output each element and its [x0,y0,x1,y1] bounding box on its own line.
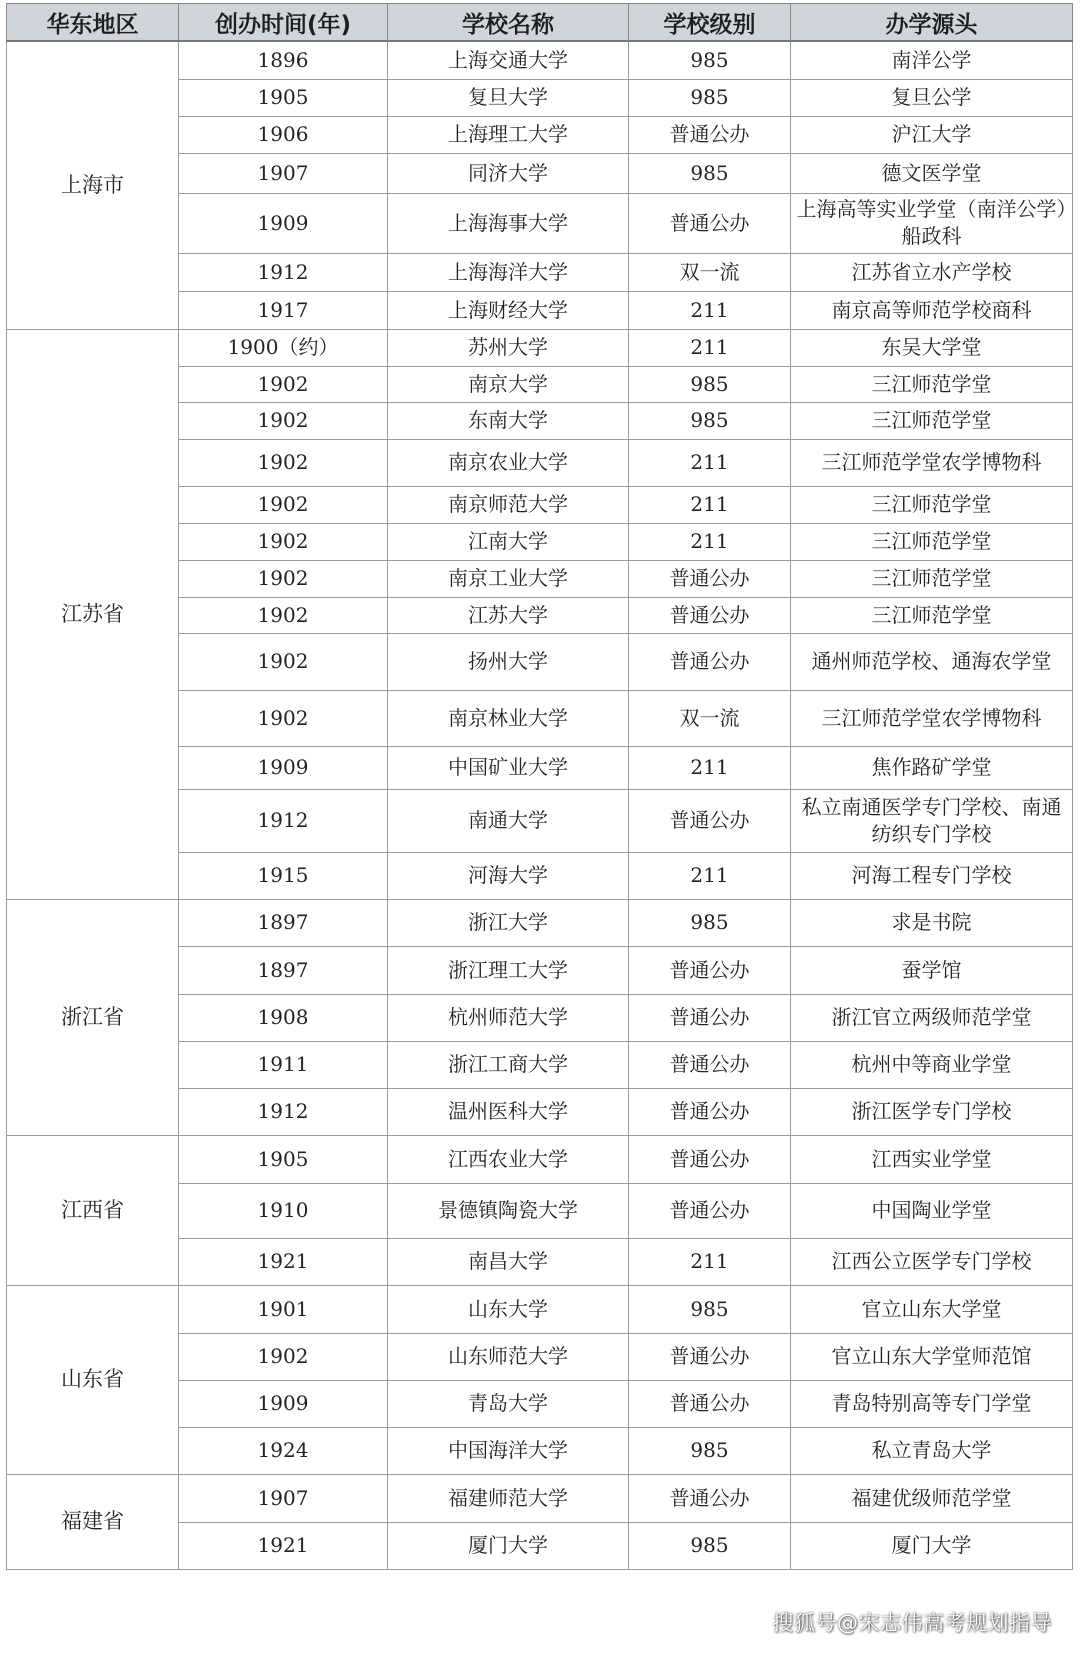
year-cell: 1902 [179,486,388,523]
year-cell: 1909 [179,193,388,253]
origin-cell: 东吴大学堂 [791,329,1073,366]
school-level-cell: 普通公办 [629,633,791,690]
universities-table [6,3,1073,1570]
school-level-cell: 普通公办 [629,1135,791,1183]
year-cell: 1912 [179,789,388,852]
origin-cell: 三江师范学堂 [791,486,1073,523]
year-cell: 1897 [179,899,388,946]
school-name-cell: 上海理工大学 [388,116,629,153]
year-cell: 1902 [179,523,388,560]
school-name-cell: 东南大学 [388,402,629,439]
school-name-cell: 复旦大学 [388,79,629,116]
year-cell: 1897 [179,946,388,994]
year-cell: 1902 [179,439,388,486]
origin-cell: 通州师范学校、通海农学堂 [791,633,1073,690]
year-cell: 1902 [179,560,388,597]
school-level-cell: 985 [629,153,791,193]
year-cell: 1912 [179,1088,388,1135]
school-name-cell: 上海海事大学 [388,193,629,253]
region-cell: 浙江省 [7,899,179,1135]
school-level-cell: 普通公办 [629,994,791,1041]
origin-cell: 浙江官立两级师范学堂 [791,994,1073,1041]
school-name-cell: 福建师范大学 [388,1474,629,1522]
school-level-cell: 211 [629,746,791,789]
school-name-cell: 南京工业大学 [388,560,629,597]
school-name-cell: 南京师范大学 [388,486,629,523]
origin-cell: 蚕学馆 [791,946,1073,994]
school-name-cell: 江苏大学 [388,597,629,633]
school-level-cell: 985 [629,79,791,116]
table-container [6,3,1073,1570]
school-level-cell: 211 [629,486,791,523]
school-level-cell: 普通公办 [629,1333,791,1380]
school-level-cell: 985 [629,1285,791,1333]
header-school-level: 学校级别 [629,4,791,42]
origin-cell: 上海高等实业学堂（南洋公学）船政科 [791,193,1073,253]
origin-cell: 厦门大学 [791,1522,1073,1569]
region-cell: 江西省 [7,1135,179,1285]
origin-cell: 江西公立医学专门学校 [791,1238,1073,1285]
origin-cell: 南京高等师范学校商科 [791,291,1073,329]
region-cell: 江苏省 [7,329,179,899]
origin-cell: 南洋公学 [791,41,1073,79]
school-name-cell: 南京农业大学 [388,439,629,486]
origin-cell: 福建优级师范学堂 [791,1474,1073,1522]
table-row [7,329,1073,366]
year-cell: 1921 [179,1238,388,1285]
year-cell: 1902 [179,597,388,633]
school-level-cell: 211 [629,852,791,899]
school-name-cell: 苏州大学 [388,329,629,366]
year-cell: 1896 [179,41,388,79]
school-name-cell: 扬州大学 [388,633,629,690]
region-cell: 山东省 [7,1285,179,1474]
header-origin: 办学源头 [791,4,1073,42]
school-level-cell: 普通公办 [629,1183,791,1238]
origin-cell: 江苏省立水产学校 [791,253,1073,291]
year-cell: 1902 [179,690,388,746]
origin-cell: 河海工程专门学校 [791,852,1073,899]
school-level-cell: 普通公办 [629,1474,791,1522]
school-name-cell: 杭州师范大学 [388,994,629,1041]
origin-cell: 德文医学堂 [791,153,1073,193]
origin-cell: 私立青岛大学 [791,1427,1073,1474]
table-row [7,1135,1073,1183]
school-level-cell: 985 [629,1522,791,1569]
origin-cell: 浙江医学专门学校 [791,1088,1073,1135]
origin-cell: 复旦公学 [791,79,1073,116]
year-cell: 1909 [179,746,388,789]
school-name-cell: 山东大学 [388,1285,629,1333]
school-level-cell: 985 [629,41,791,79]
origin-cell: 三江师范学堂 [791,560,1073,597]
school-name-cell: 浙江大学 [388,899,629,946]
school-name-cell: 南京林业大学 [388,690,629,746]
year-cell: 1924 [179,1427,388,1474]
header-region: 华东地区 [7,4,179,42]
year-cell: 1902 [179,402,388,439]
school-name-cell: 上海交通大学 [388,41,629,79]
year-cell: 1915 [179,852,388,899]
school-level-cell: 985 [629,402,791,439]
school-name-cell: 景德镇陶瓷大学 [388,1183,629,1238]
origin-cell: 三江师范学堂 [791,523,1073,560]
origin-cell: 中国陶业学堂 [791,1183,1073,1238]
school-name-cell: 江西农业大学 [388,1135,629,1183]
table-body [7,41,1073,1569]
school-level-cell: 普通公办 [629,116,791,153]
origin-cell: 江西实业学堂 [791,1135,1073,1183]
header-school-name: 学校名称 [388,4,629,42]
year-cell: 1911 [179,1041,388,1088]
school-level-cell: 211 [629,329,791,366]
school-name-cell: 浙江工商大学 [388,1041,629,1088]
year-cell: 1905 [179,79,388,116]
school-name-cell: 中国矿业大学 [388,746,629,789]
table-row [7,41,1073,79]
year-cell: 1907 [179,153,388,193]
school-level-cell: 普通公办 [629,789,791,852]
header-year: 创办时间(年) [179,4,388,42]
school-level-cell: 普通公办 [629,560,791,597]
year-cell: 1921 [179,1522,388,1569]
origin-cell: 沪江大学 [791,116,1073,153]
origin-cell: 杭州中等商业学堂 [791,1041,1073,1088]
year-cell: 1917 [179,291,388,329]
school-level-cell: 普通公办 [629,193,791,253]
header-row [7,4,1073,42]
school-name-cell: 青岛大学 [388,1380,629,1427]
school-level-cell: 双一流 [629,690,791,746]
year-cell: 1908 [179,994,388,1041]
school-name-cell: 河海大学 [388,852,629,899]
origin-cell: 私立南通医学专门学校、南通纺织专门学校 [791,789,1073,852]
table-row [7,1474,1073,1522]
year-cell: 1906 [179,116,388,153]
year-cell: 1902 [179,366,388,402]
school-name-cell: 温州医科大学 [388,1088,629,1135]
school-name-cell: 江南大学 [388,523,629,560]
region-cell: 上海市 [7,41,179,329]
school-level-cell: 985 [629,366,791,402]
school-name-cell: 南昌大学 [388,1238,629,1285]
table-row [7,1285,1073,1333]
year-cell: 1905 [179,1135,388,1183]
school-level-cell: 普通公办 [629,1088,791,1135]
school-name-cell: 上海海洋大学 [388,253,629,291]
year-cell: 1909 [179,1380,388,1427]
school-level-cell: 普通公办 [629,1380,791,1427]
origin-cell: 三江师范学堂 [791,402,1073,439]
origin-cell: 三江师范学堂 [791,366,1073,402]
school-name-cell: 南通大学 [388,789,629,852]
school-level-cell: 211 [629,523,791,560]
year-cell: 1912 [179,253,388,291]
origin-cell: 三江师范学堂 [791,597,1073,633]
year-cell: 1901 [179,1285,388,1333]
table-row [7,899,1073,946]
school-level-cell: 985 [629,1427,791,1474]
origin-cell: 官立山东大学堂 [791,1285,1073,1333]
year-cell: 1910 [179,1183,388,1238]
year-cell: 1907 [179,1474,388,1522]
school-level-cell: 普通公办 [629,597,791,633]
origin-cell: 官立山东大学堂师范馆 [791,1333,1073,1380]
school-level-cell: 双一流 [629,253,791,291]
watermark: 搜狐号@宋志伟高考规划指导 [772,1611,1052,1635]
school-level-cell: 211 [629,439,791,486]
school-name-cell: 南京大学 [388,366,629,402]
school-name-cell: 厦门大学 [388,1522,629,1569]
origin-cell: 三江师范学堂农学博物科 [791,439,1073,486]
school-name-cell: 同济大学 [388,153,629,193]
school-name-cell: 上海财经大学 [388,291,629,329]
origin-cell: 焦作路矿学堂 [791,746,1073,789]
school-level-cell: 普通公办 [629,946,791,994]
school-level-cell: 211 [629,291,791,329]
school-level-cell: 普通公办 [629,1041,791,1088]
origin-cell: 求是书院 [791,899,1073,946]
school-name-cell: 山东师范大学 [388,1333,629,1380]
year-cell: 1902 [179,1333,388,1380]
year-cell: 1902 [179,633,388,690]
school-level-cell: 985 [629,899,791,946]
school-level-cell: 211 [629,1238,791,1285]
origin-cell: 三江师范学堂农学博物科 [791,690,1073,746]
year-cell: 1900（约） [179,329,388,366]
origin-cell: 青岛特别高等专门学堂 [791,1380,1073,1427]
school-name-cell: 浙江理工大学 [388,946,629,994]
school-name-cell: 中国海洋大学 [388,1427,629,1474]
region-cell: 福建省 [7,1474,179,1569]
